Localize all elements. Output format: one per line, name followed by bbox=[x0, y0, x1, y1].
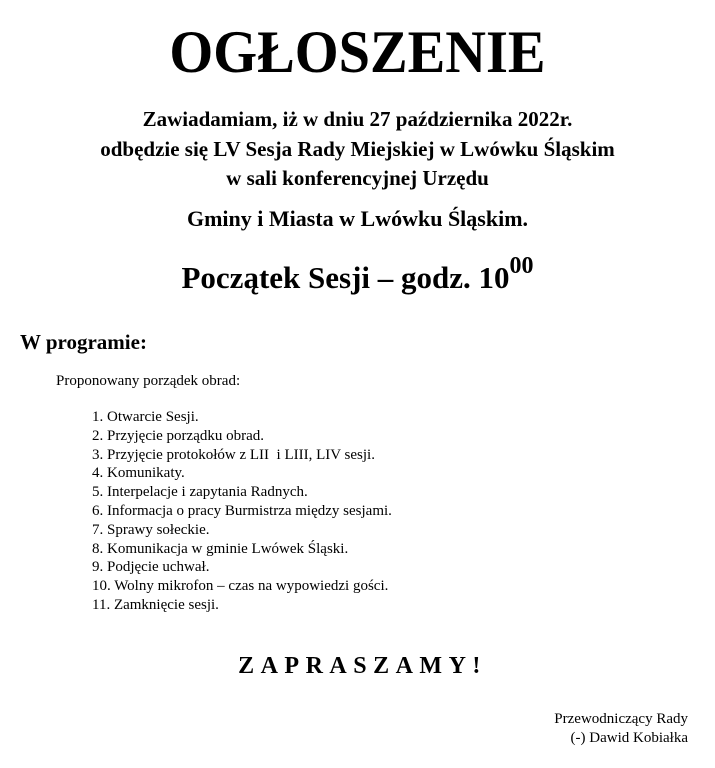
proposed-agenda-label: Proponowany porządek obrad: bbox=[56, 373, 241, 389]
invitation-text: ZAPRASZAMY! bbox=[238, 653, 487, 679]
intro-line-3: w sali konferencyjnej Urzędu bbox=[226, 166, 489, 190]
announcement-title: OGŁOSZENIE bbox=[169, 19, 546, 85]
agenda-item: 10. Wolny mikrofon – czas na wypowiedzi gości. bbox=[92, 578, 389, 595]
agenda-item: 6. Informacja o pracy Burmistrza między sesjami. bbox=[92, 502, 392, 519]
agenda-item: 1. Otwarcie Sesji. bbox=[92, 409, 199, 425]
start-time-label: Początek Sesji – godz. 10 bbox=[181, 260, 510, 295]
agenda-item: 4. Komunikaty. bbox=[92, 465, 185, 482]
intro-line-2: odbędzie się LV Sesja Rady Miejskiej w Lwówku Śląskim bbox=[100, 137, 615, 161]
program-heading: W programie: bbox=[20, 330, 147, 354]
agenda-item: 8. Komunikacja w gminie Lwówek Śląski. bbox=[92, 540, 349, 557]
signature-block bbox=[554, 710, 688, 748]
agenda-item: 11. Zamknięcie sesji. bbox=[92, 596, 219, 613]
signature-name: (-) Dawid Kobiałka bbox=[570, 730, 688, 746]
agenda-item: 5. Interpelacje i zapytania Radnych. bbox=[92, 484, 308, 501]
signature-role: Przewodniczący Rady bbox=[554, 711, 688, 727]
agenda-item: 2. Przyjęcie porządku obrad. bbox=[92, 427, 265, 444]
agenda-item: 9. Podjęcie uchwał. bbox=[92, 559, 210, 576]
session-start-time bbox=[0, 252, 715, 298]
intro-line-4: Gminy i Miasta w Lwówku Śląskim. bbox=[186, 206, 529, 231]
agenda-item: 7. Sprawy sołeckie. bbox=[92, 521, 210, 538]
start-time-minutes: 00 bbox=[509, 252, 534, 279]
agenda-item: 3. Przyjęcie protokołów z LII i LIII, LIV sesji. bbox=[92, 446, 375, 463]
intro-line-1: Zawiadamiam, iż w dniu 27 października 2022r. bbox=[142, 107, 573, 131]
agenda-list bbox=[92, 408, 392, 615]
